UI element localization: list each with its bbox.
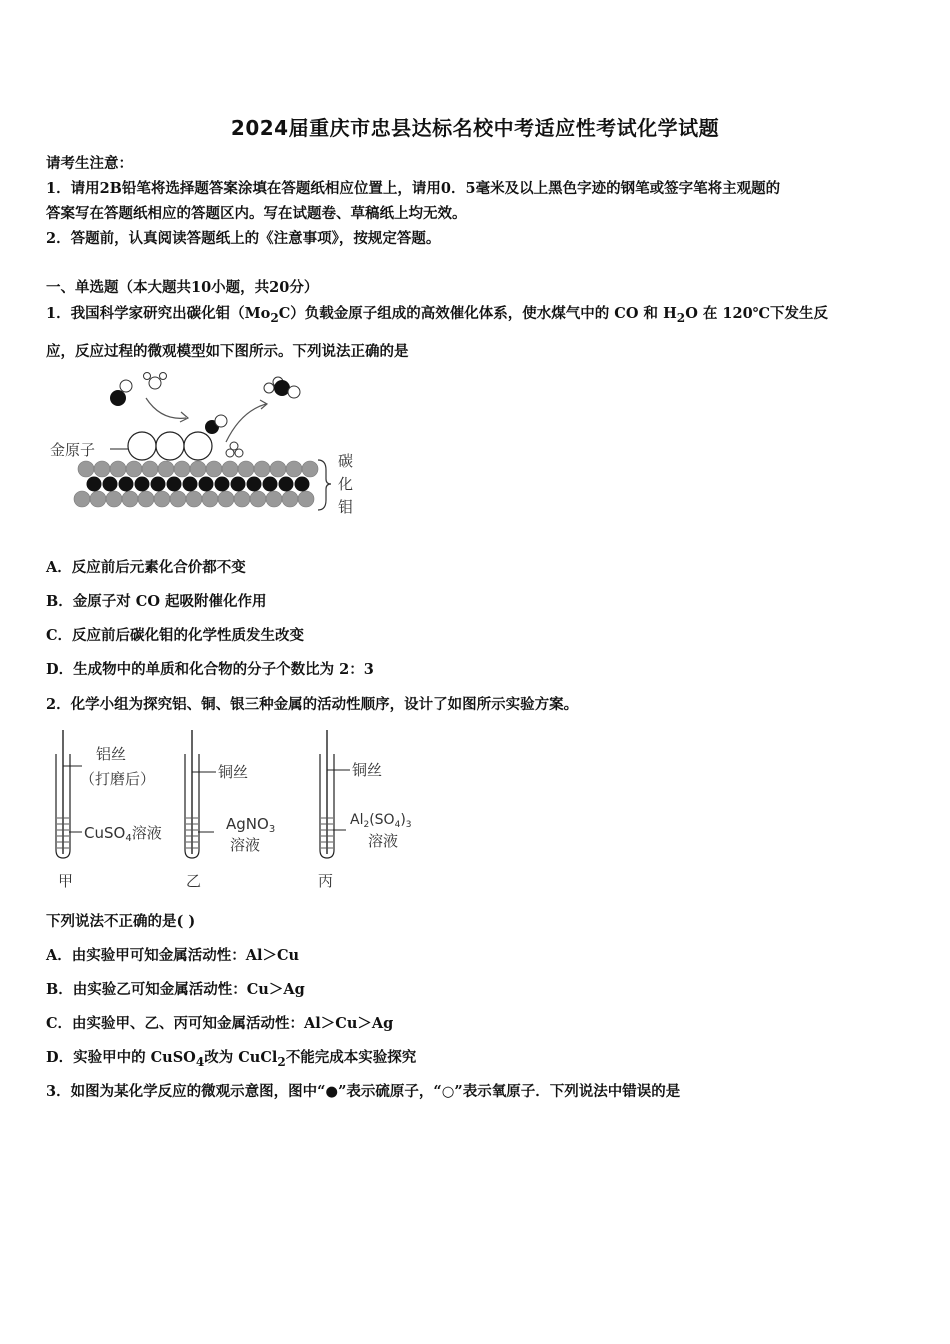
yi-solution-label-2: 溶液 xyxy=(230,836,261,854)
arrow-out xyxy=(226,404,266,442)
q2-prompt: 下列说法不正确的是( ) xyxy=(46,913,196,930)
notice-item-1-line-2: 答案写在答题纸相应的答题区内。写在试题卷、草稿纸上均无效。 xyxy=(46,205,467,222)
notice-heading: 请考生注意： xyxy=(46,155,133,172)
test-tube-bing xyxy=(318,730,412,890)
mo-carbide-layer xyxy=(74,461,318,507)
jia-wire-note: （打磨后） xyxy=(80,770,156,788)
jia-wire-label: 铝丝 xyxy=(96,745,127,763)
q2-option-a: A．由实验甲可知金属活动性：Al＞Cu xyxy=(46,947,300,964)
gold-atom xyxy=(156,432,184,460)
section-heading: 一、单选题（本大题共10小题，共20分） xyxy=(46,279,319,296)
bing-solution-label-1: $Al_2(SO_4)_3$ xyxy=(350,812,412,830)
notice-item-2: 2．答题前，认真阅读答题纸上的《注意事项》，按规定答题。 xyxy=(46,230,441,247)
co2-molecule xyxy=(274,380,290,396)
q1-stem-line-1: 1．我国科学家研究出碳化钼$(Mo_2C)$负载金原子组成的高效催化体系，使水煤气中的 CO 和 $H_2O$ 在 120℃下发生反 xyxy=(46,305,829,325)
bing-solution-label-2: 溶液 xyxy=(368,832,399,850)
bing-wire-label: 铜丝 xyxy=(352,761,383,779)
gold-atom xyxy=(128,432,156,460)
mo-label-2: 化 xyxy=(338,475,354,493)
q1-stem-line-2: 应，反应过程的微观模型如下图所示。下列说法正确的是 xyxy=(46,343,409,360)
test-tube-jia xyxy=(56,730,162,890)
bing-label: 丙 xyxy=(318,872,334,890)
q1-option-d: D．生成物中的单质和化合物的分子个数比为 2：3 xyxy=(46,661,374,678)
co-molecule-o xyxy=(120,380,132,392)
mo-label-1: 碳 xyxy=(338,452,354,470)
q2-option-d: D．实验甲中的 CuSO$_4$改为 CuCl$_2$不能完成本实验探究 xyxy=(46,1049,417,1069)
yi-wire-label: 铜丝 xyxy=(218,763,249,781)
q1-option-c: C．反应前后碳化钼的化学性质发生改变 xyxy=(46,627,305,644)
co-molecule-c xyxy=(110,390,126,406)
q2-option-b: B．由实验乙可知金属活动性：Cu＞Ag xyxy=(46,981,305,998)
q1-option-a: A．反应前后元素化合价都不变 xyxy=(46,559,246,576)
q2-option-c: C．由实验甲、乙、丙可知金属活动性：Al＞Cu＞Ag xyxy=(46,1015,394,1032)
gold-atom xyxy=(184,432,212,460)
jia-label: 甲 xyxy=(58,872,74,890)
q1-catalyst-diagram xyxy=(46,366,366,526)
h2o-o xyxy=(149,377,161,389)
q2-test-tube-diagram xyxy=(46,726,446,896)
test-tube-yi xyxy=(185,730,275,890)
gold-atom-label: 金原子 xyxy=(50,441,96,459)
jia-solution-label: CuSO$_4$溶液 xyxy=(84,824,162,844)
q2-stem: 2．化学小组为探究铝、铜、银三种金属的活动性顺序，设计了如图所示实验方案。 xyxy=(46,696,579,713)
yi-label: 乙 xyxy=(186,872,202,890)
q3-stem: 3．如图为某化学反应的微观示意图，图中“●”表示硫原子，“○”表示氧原子．下列说法中错误的是 xyxy=(46,1083,681,1100)
yi-solution-label-1: AgNO$_3$ xyxy=(226,815,276,835)
arrow-in xyxy=(146,398,186,418)
bracket xyxy=(318,460,331,510)
page-title: 2024届重庆市忠县达标名校中考适应性考试化学试题 xyxy=(230,116,720,140)
q1-option-b: B．金原子对 CO 起吸附催化作用 xyxy=(46,593,267,610)
mo-label-3: 钼 xyxy=(338,498,354,516)
notice-item-1-line-1: 1．请用2B铅笔将选择题答案涂填在答题纸相应位置上，请用0．5毫米及以上黑色字迹的钢笔或签字笔将主观题的 xyxy=(46,180,781,197)
